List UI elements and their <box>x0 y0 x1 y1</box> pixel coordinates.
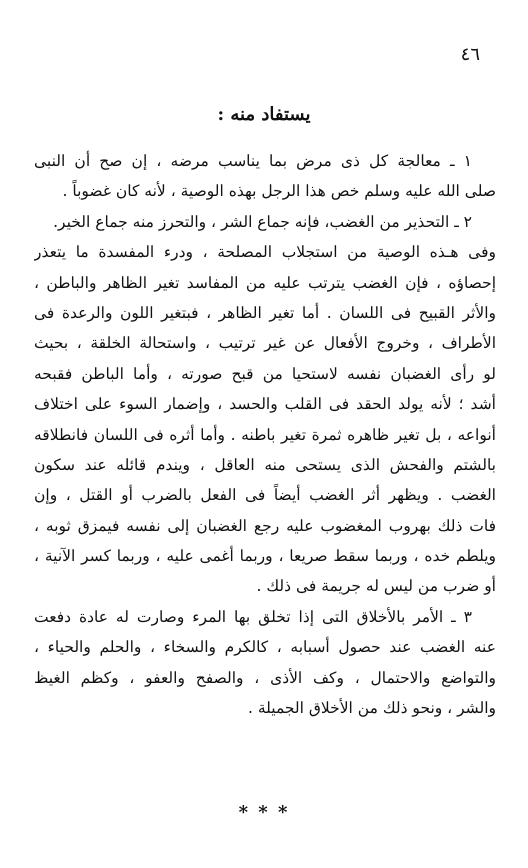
text-line: عنه الغضب عند حصول أسبابه ، كالكرم والسخاء ، والحلم والحياء ، <box>34 638 496 657</box>
text-line: ويلطم خده ، وربما سقط صريعا ، وربما أغمى عليه ، وربما كسر الآنية ، <box>34 547 496 566</box>
text-line: فات ذلك بهروب المغضوب عليه رجع الغضبان إلى نفسه فيمزق ثوبه ، <box>34 516 496 535</box>
section-separator: * * * <box>238 802 290 823</box>
text-line: الأطراف ، وخروج الأفعال عن غير ترتيب ، واستحالة الخلقة ، بحيث <box>34 334 496 353</box>
text-line: والتواضع والاحتمال ، وكف الأذى ، والصفح والعفو ، وكظم الغيظ <box>34 668 496 687</box>
text-line: ٢ ـ التحذير من الغضب، فإنه جماع الشر ، والتحرز منه جماع الخير. <box>53 212 472 231</box>
text-line: والأثر القبيح فى اللسان . أما تغير الظاهر ، فبتغير اللون والرعدة فى <box>34 303 496 322</box>
text-line: لو رأى الغضبان نفسه لاستحيا من قبح صورته ، وأما الباطن فقبحه <box>34 364 496 383</box>
text-line: أنواعه ، بل تغير ظاهره ثمرة تغير باطنه . وأما أثره فى اللسان فانطلاقه <box>34 425 496 444</box>
text-line: بالشتم والفحش الذى يستحى منه العاقل ، ويندم قائله عند سكون <box>34 455 496 474</box>
text-line: ٣ ـ الأمر بالأخلاق التى إذا تخلق بها المرء وصارت له عادة دفعت <box>34 607 472 626</box>
body-text <box>34 146 496 723</box>
text-line: صلى الله عليه وسلم خص هذا الرجل بهذه الوصية ، لأنه كان غضوباً . <box>62 182 496 201</box>
text-line: والشر ، ونحو ذلك من الأخلاق الجميلة . <box>247 699 496 718</box>
text-line: الغضب . ويظهر أثر الغضب أيضاً فى الفعل بالضرب أو القتل ، وإن <box>34 486 496 505</box>
page-number: ٤٦ <box>460 44 480 65</box>
section-heading: يستفاد منه : <box>217 104 311 125</box>
text-line: أشد ؛ لأنه يولد الحقد فى القلب والحسد ، وإضمار السوء على اختلاف <box>34 395 496 414</box>
text-line: أو ضرب من ليس له جريمة فى ذلك . <box>256 577 496 596</box>
text-line: ١ ـ معالجة كل ذى مرض بما يناسب مرضه ، إن صح أن النبى <box>34 152 472 170</box>
text-line: إحصاؤه ، فإن الغضب يترتب عليه من المفاسد تغير الظاهر والباطن ، <box>34 273 496 292</box>
text-line: وفى هـذه الوصية من استجلاب المصلحة ، ودرء المفسدة ما يتعذر <box>34 243 496 262</box>
